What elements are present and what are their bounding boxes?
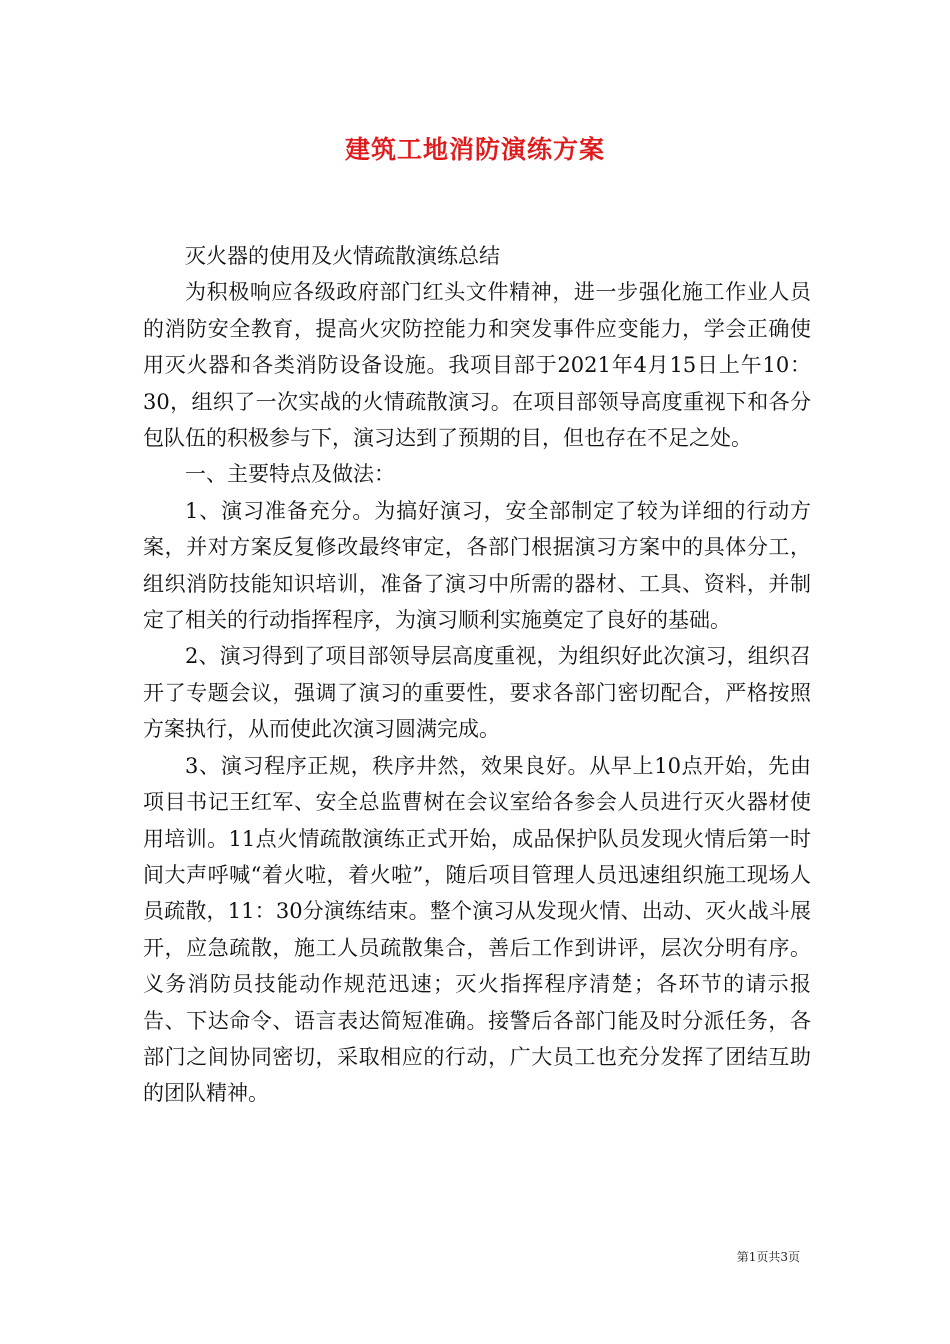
point-3-paragraph: 3、演习程序正规，秩序井然，效果良好。从早上10点开始，先由项目书记王红军、安全总监曹树在会议室给各参会人员进行灭火器材使用培训。11点火情疏散演练正式开始，成品保护队员发现火情后第一时间大声呼喊“着火啦，着火啦”，随后项目管理人员迅速组织施工现场人员疏散，11：30分演练结束。整个演习从发现火情、出动、灭火战斗展开，应急疏散，施工人员疏散集合，善后工作到讲评，层次分明有序。义务消防员技能动作规范迅速；灭火指挥程序清楚；各环节的请示报告、下达命令、语言表达简短准确。接警后各部门能及时分派任务，各部门之间协同密切，采取相应的行动，广大员工也充分发挥了团结互助的团队精神。 (143, 753, 811, 1106)
point-1-paragraph: 1、演习准备充分。为搞好演习，安全部制定了较为详细的行动方案，并对方案反复修改最终审定，各部门根据演习方案中的具体分工，组织消防技能知识培训，准备了演习中所需的器材、工具、资料，并制定了相关的行动指挥程序，为演习顺利实施奠定了良好的基础。 (143, 498, 811, 633)
intro-paragraph: 为积极响应各级政府部门红头文件精神，进一步强化施工作业人员的消防安全教育，提高火灾防控能力和突发事件应变能力，学会正确使用灭火器和各类消防设备设施。我项目部于2021年4月15日上午10：30，组织了一次实战的火情疏散演习。在项目部领导高度重视下和各分包队伍的积极参与下，演习达到了预期的目，但也存在不足之处。 (143, 280, 811, 451)
page-number: 第1页共3页 (736, 1250, 800, 1264)
point-2-paragraph: 2、演习得到了项目部领导层高度重视，为组织好此次演习，组织召开了专题会议，强调了演习的重要性，要求各部门密切配合，严格按照方案执行，从而使此次演习圆满完成。 (143, 644, 811, 742)
document-body (143, 238, 811, 1112)
document-title: 建筑工地消防演练方案 (344, 135, 605, 164)
section-subtitle: 灭火器的使用及火情疏散演练总结 (185, 244, 500, 268)
section-heading: 一、主要特点及做法： (185, 462, 395, 487)
